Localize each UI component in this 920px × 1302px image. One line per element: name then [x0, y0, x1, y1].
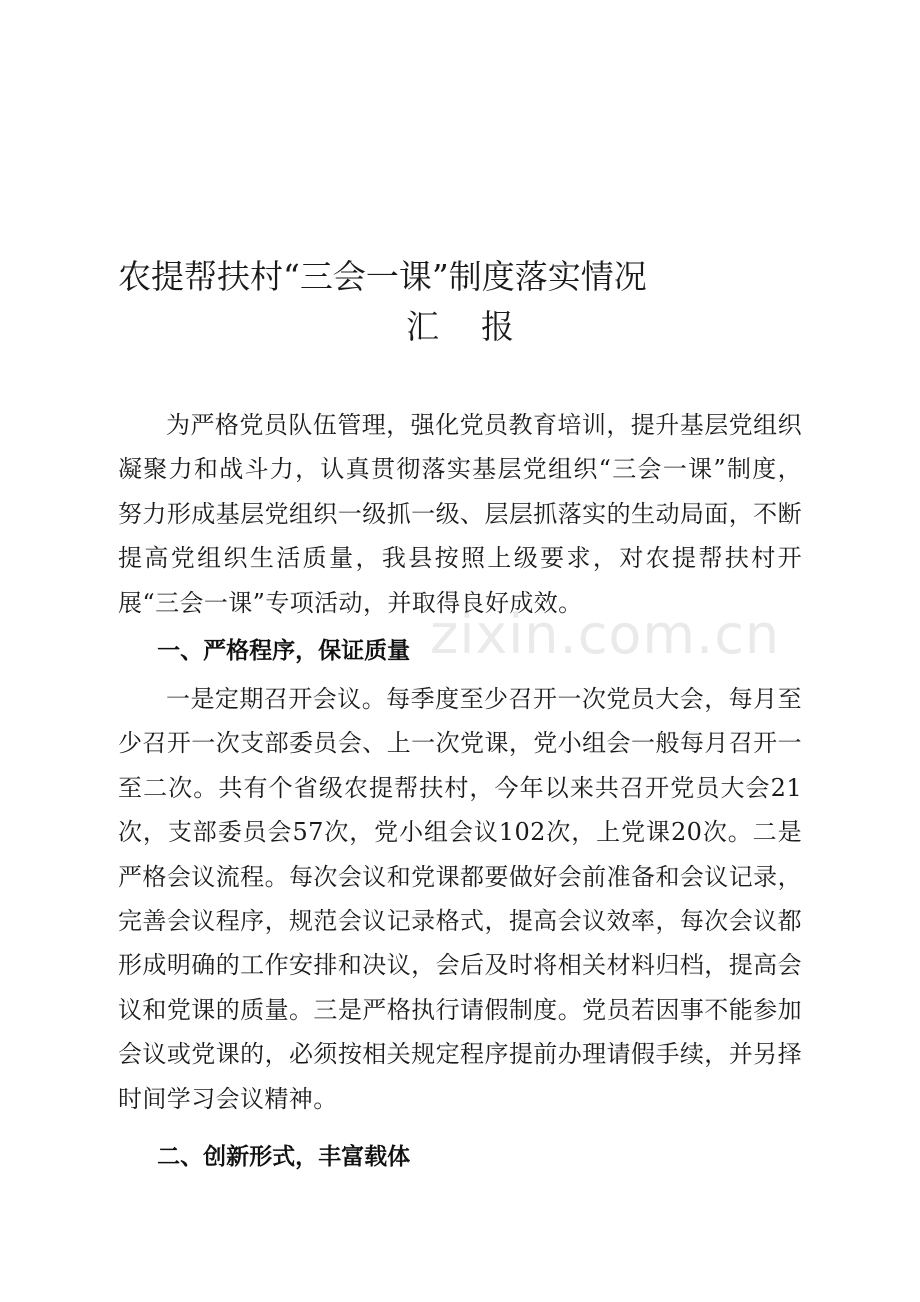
document-title: 农提帮扶村“三会一课”制度落实情况 — [118, 257, 647, 296]
document-subtitle: 汇 报 — [406, 307, 514, 346]
section-heading-2: 二、创新形式，丰富载体 — [157, 1144, 411, 1171]
intro-paragraph: 为严格党员队伍管理，强化党员教育培训，提升基层党组织凝聚力和战斗力，认真贯彻落实基层党组织“三会一课”制度，努力形成基层党组织一级抓一级、层层抓落实的生动局面，不断提高党组织生活质量，我县按照上级要求，对农提帮扶村开展“三会一课”专项活动，并取得良好成效。 — [118, 411, 802, 617]
section-paragraph-1: 一是定期召开会议。每季度至少召开一次党员大会，每月至少召开一次支部委员会、上一次党课，党小组会一般每月召开一至二次。共有个省级农提帮扶村，今年以来共召开党员大会21次，支部委员会57次，党小组会议102次，上党课20次。二是严格会议流程。每次会议和党课都要做好会前准备和会议记录，完善会议程序，规范会议记录格式，提高会议效率，每次会议都形成明确的工作安排和决议，会后及时将相关材料归档，提高会议和党课的质量。三是严格执行请假制度。党员若因事不能参加会议或党课的，必须按相关规定程序提前办理请假手续，并另择时间学习会议精神。 — [118, 685, 802, 1113]
document-body — [118, 403, 802, 1179]
watermark: zixin.com.cn — [430, 603, 781, 666]
section-heading-1: 一、严格程序，保证质量 — [157, 638, 411, 665]
